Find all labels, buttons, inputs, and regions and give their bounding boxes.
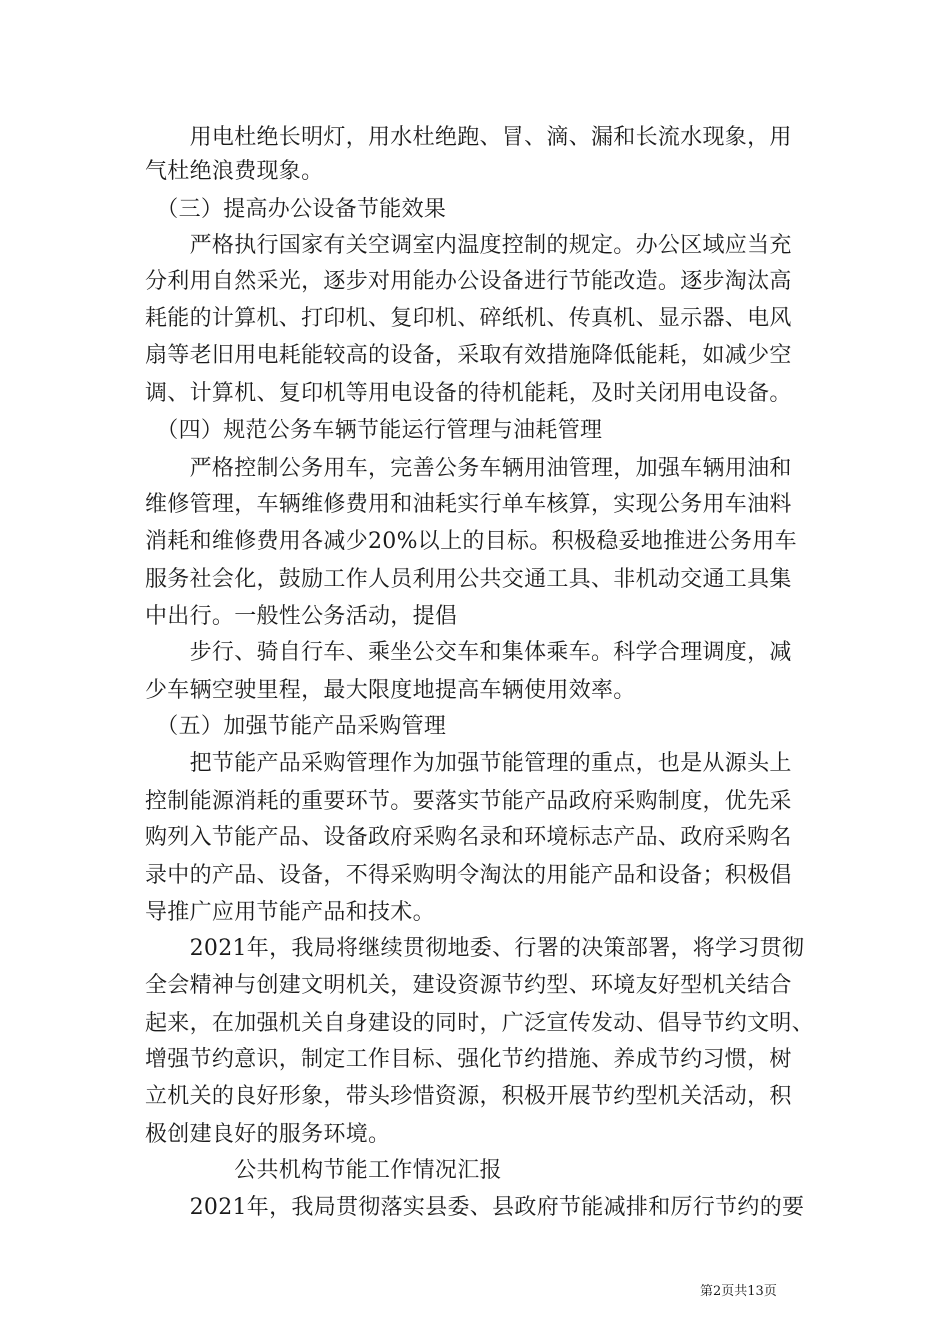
document-title: 公共机构节能工作情况汇报 [145, 1158, 502, 1183]
text-line: 服务社会化，鼓励工作人员利用公共交通工具、非机动交通工具集 [145, 567, 792, 592]
text-line: 少车辆空驶里程，最大限度地提高车辆使用效率。 [145, 678, 636, 703]
text-line: 中出行。一般性公务活动，提倡 [145, 604, 458, 629]
text-line: 严格执行国家有关空调室内温度控制的规定。办公区域应当充 [145, 233, 792, 258]
text-line: 2021年，我局贯彻落实县委、县政府节能减排和厉行节约的要 [145, 1195, 805, 1220]
text-line: 把节能产品采购管理作为加强节能管理的重点，也是从源头上 [145, 751, 792, 776]
text-line: 起来，在加强机关自身建设的同时，广泛宣传发动、倡导节约文明、 [145, 1011, 815, 1036]
text-line: 消耗和维修费用各减少20%以上的目标。积极稳妥地推进公务用车 [145, 529, 797, 554]
text-line: 极创建良好的服务环境。 [145, 1122, 391, 1147]
text-line: 录中的产品、设备，不得采购明令淘汰的用能产品和设备；积极倡 [145, 863, 792, 888]
text-line: 全会精神与创建文明机关，建设资源节约型、环境友好型机关结合 [145, 973, 792, 998]
section-heading: （四）规范公务车辆节能运行管理与油耗管理 [145, 418, 603, 443]
text-line: 2021年，我局将继续贯彻地委、行署的决策部署，将学习贯彻 [145, 936, 805, 961]
text-line: 控制能源消耗的重要环节。要落实节能产品政府采购制度，优先采 [145, 789, 792, 814]
text-line: 立机关的良好形象，带头珍惜资源，积极开展节约型机关活动，积 [145, 1084, 792, 1109]
text-line: 增强节约意识，制定工作目标、强化节约措施、养成节约习惯，树 [145, 1047, 792, 1072]
text-line: 严格控制公务用车，完善公务车辆用油管理，加强车辆用油和 [145, 456, 792, 481]
text-line: 步行、骑自行车、乘坐公交车和集体乘车。科学合理调度，减 [145, 640, 792, 665]
page-number: 第2页共13页 [700, 1284, 777, 1299]
text-line: 用电杜绝长明灯，用水杜绝跑、冒、滴、漏和长流水现象，用 [145, 125, 792, 150]
text-line: 耗能的计算机、打印机、复印机、碎纸机、传真机、显示器、电风 [145, 306, 792, 331]
text-line: 维修管理，车辆维修费用和油耗实行单车核算，实现公务用车油料 [145, 492, 792, 517]
text-line: 调、计算机、复印机等用电设备的待机能耗，及时关闭用电设备。 [145, 381, 792, 406]
section-heading: （五）加强节能产品采购管理 [145, 714, 447, 739]
text-line: 扇等老旧用电耗能较高的设备，采取有效措施降低能耗，如减少空 [145, 343, 792, 368]
text-line: 购列入节能产品、设备政府采购名录和环境标志产品、政府采购名 [145, 825, 792, 850]
text-line: 气杜绝浪费现象。 [145, 159, 324, 184]
section-heading: （三）提高办公设备节能效果 [145, 197, 447, 222]
text-line: 分利用自然采光，逐步对用能办公设备进行节能改造。逐步淘汰高 [145, 269, 792, 294]
text-line: 导推广应用节能产品和技术。 [145, 900, 435, 925]
